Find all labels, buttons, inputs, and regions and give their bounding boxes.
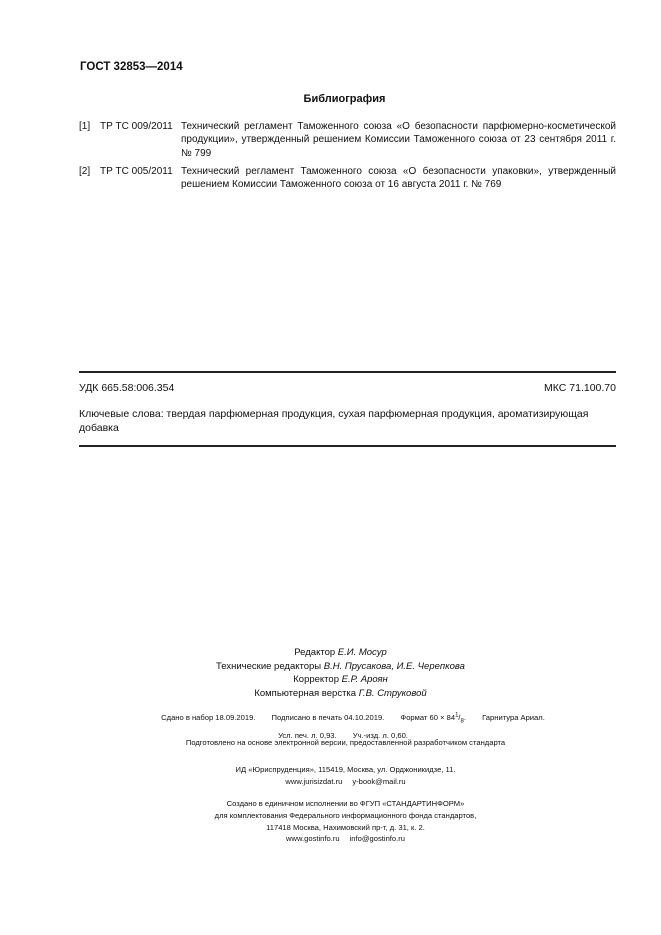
publisher-email: y-book@mail.ru	[352, 777, 406, 786]
publisher-site: www.jurisizdat.ru	[285, 777, 343, 786]
document-code: ГОСТ 32853—2014	[80, 61, 183, 73]
print-signed: Подписано в печать 04.10.2019.	[271, 712, 385, 722]
top-divider	[79, 371, 616, 373]
bibliography-item-code: ТР ТС 009/2011	[100, 121, 173, 132]
bibliography-item-number: [1]	[79, 121, 91, 132]
created-line-2: для комплектования Федерального информационного фонда стандартов,	[214, 810, 477, 820]
credit-tech-names: В.Н. Прусакова, И.Е. Черепкова	[323, 660, 465, 672]
credit-layout	[0, 687, 661, 701]
credit-editor-name: Е.И. Мосур	[337, 647, 387, 658]
credit-tech-editors	[0, 660, 661, 674]
bibliography-item	[79, 165, 616, 192]
credit-layout-name: Г.В. Струковой	[358, 687, 427, 699]
keywords: Ключевые слова: твердая парфюмерная продукция, сухая парфюмерная продукция, ароматизирующая добавка	[79, 408, 589, 434]
print-format-suffix: .	[463, 712, 466, 722]
created-email: info@gostinfo.ru	[349, 834, 406, 844]
print-format: Формат $60 \times 84^1/_8$.	[400, 712, 466, 725]
credit-editor	[0, 646, 661, 660]
bibliography-item-text: Технический регламент Таможенного союза «О безопасности упаковки», утвержденный решением Комиссии Таможенного союза от 16 августа 2011 г. № 769	[181, 165, 616, 191]
bibliography-list	[79, 120, 616, 196]
credit-editor-label: Редактор	[294, 647, 336, 658]
udk-code: УДК 665.58:006.354	[79, 382, 175, 394]
bibliography-item-number: [2]	[79, 165, 91, 177]
print-pub-sheets: Уч.-изд. л. 0,60.	[352, 730, 408, 740]
print-info-row	[0, 709, 661, 729]
mks-code: МКС 71.100.70	[544, 382, 616, 394]
bibliography-item-text: Технический регламент Таможенного союза «О безопасности парфюмерно-косметической продукции», утвержденный решением Комиссии Таможенного союза от 23 сентября 2011 г. № 799	[181, 121, 616, 159]
prepared-note: Подготовлено на основе электронной версии, предоставленной разработчиком стандарта	[185, 738, 506, 747]
credit-corrector-name: Е.Р. Ароян	[341, 674, 388, 686]
credit-layout-label: Компьютерная верстка	[254, 687, 357, 699]
publisher-contacts	[30, 776, 661, 788]
credit-corrector	[0, 673, 661, 687]
publisher-block	[0, 764, 661, 788]
bibliography-item	[79, 120, 616, 160]
credit-corrector-label: Корректор	[293, 674, 339, 686]
print-format-num: 1	[455, 712, 459, 718]
created-block	[0, 798, 661, 845]
credit-tech-label: Технические редакторы	[216, 660, 322, 672]
created-line-1: Создано в единичном исполнении во ФГУП «СТАНДАРТИНФОРМ»	[226, 799, 465, 808]
print-sheets: Усл. печ. л. 0,93.	[278, 730, 337, 740]
print-format-prefix: Формат 60 × 84	[400, 712, 456, 722]
print-font: Гарнитура Ариал.	[482, 712, 545, 722]
publisher-address: ИД «Юриспруденция», 115419, Москва, ул. Орджоникидзе, 11.	[235, 765, 456, 774]
bottom-divider	[79, 445, 616, 447]
print-submitted: Сдано в набор 18.09.2019.	[161, 712, 256, 722]
credits-block	[0, 646, 661, 700]
bibliography-item-code: ТР ТС 005/2011	[100, 165, 173, 177]
created-line-3: 117418 Москва, Нахимовский пр-т, д. 31, к. 2.	[266, 822, 425, 832]
bibliography-title: Библиография	[303, 93, 386, 105]
created-site: www.gostinfo.ru	[285, 834, 340, 844]
print-format-den: 8	[460, 718, 464, 725]
created-contacts	[30, 833, 661, 845]
